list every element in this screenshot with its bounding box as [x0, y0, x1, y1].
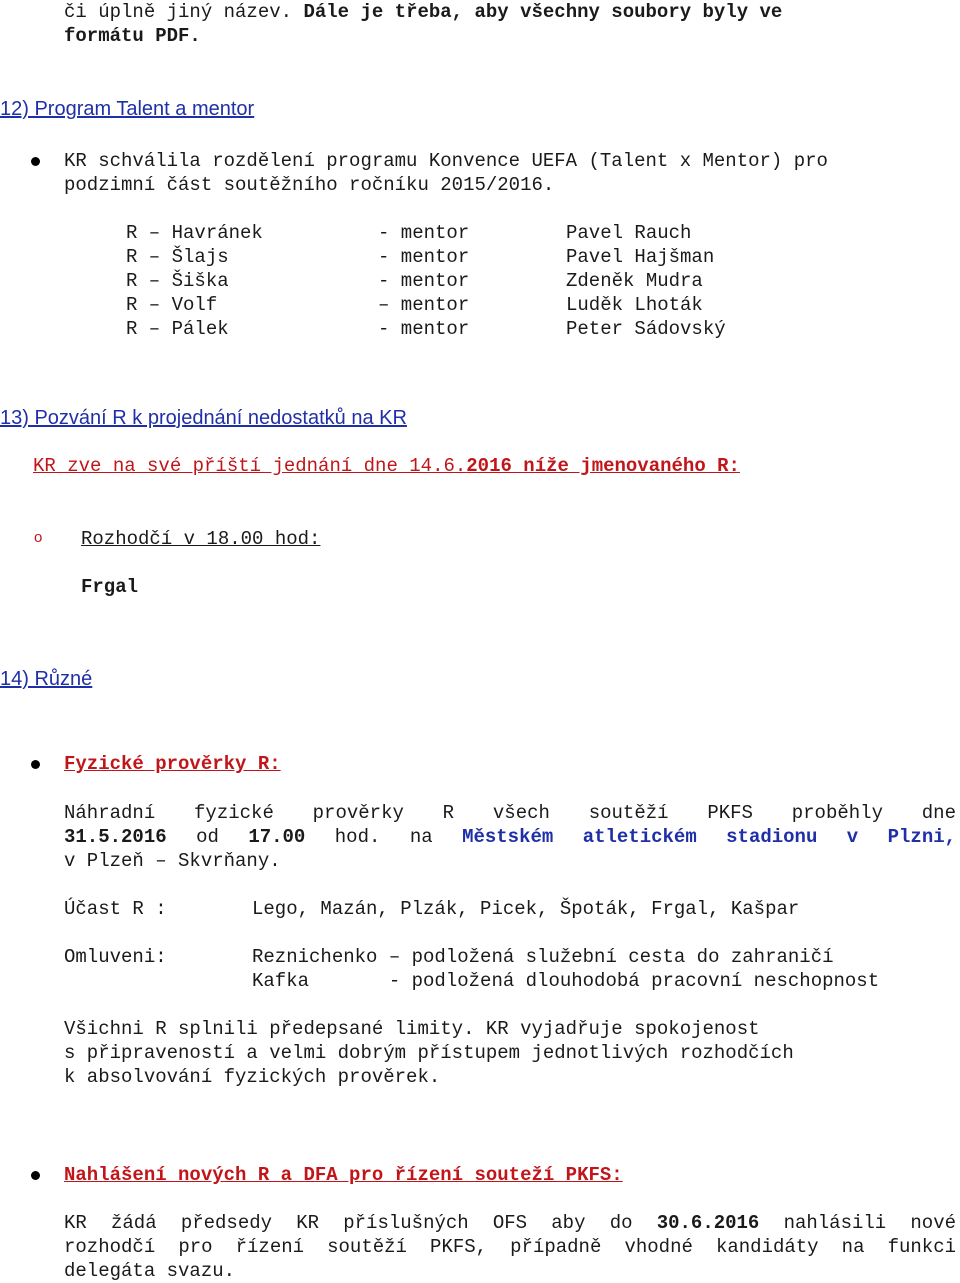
vsichni-line-1: Všichni R splnili předepsané limity. KR vyjadřuje spokojenost	[64, 1018, 760, 1040]
fyz-hod: hod.	[334, 826, 381, 848]
mentor-row-mentor: Peter Sádovský	[566, 318, 726, 340]
ucast-value: Lego, Mazán, Plzák, Picek, Špoták, Frgal, Kašpar	[252, 898, 800, 920]
ucast-label: Účast R :	[64, 898, 167, 920]
invite-sub-b: 00 hod:	[240, 528, 321, 550]
mentor-row-referee: R – Havránek	[126, 222, 263, 244]
fyz-place: Městském atletickém stadionu v Plzni,	[462, 826, 957, 848]
nahl-line-3: delegáta svazu.	[64, 1260, 236, 1282]
invite-line	[33, 454, 740, 478]
omluveni-item-1: Reznichenko – podložená služební cesta do zahraničí	[252, 946, 834, 968]
nahl-text-a: KR žádá předsedy KR příslušných OFS aby do	[64, 1212, 633, 1234]
mentor-row-referee: R – Šlajs	[126, 246, 229, 268]
vsichni-line-2: s připraveností a velmi dobrým přístupem jednotlivých rozhodčích	[64, 1042, 794, 1064]
bullet-icon	[31, 760, 40, 769]
omluveni-label: Omluveni:	[64, 946, 167, 968]
fyz-date: 31.5.2016	[64, 826, 167, 848]
mentor-row-referee: R – Pálek	[126, 318, 229, 340]
section-13-heading: 13) Pozvání R k projednání nedostatků na KR	[0, 407, 407, 429]
mentor-row-mentor: Zdeněk Mudra	[566, 270, 703, 292]
bullet-icon	[31, 157, 40, 166]
section-12-heading: 12) Program Talent a mentor	[0, 98, 255, 120]
nahl-line-2: rozhodčí pro řízení soutěží PKFS, případně vhodné kandidáty na funkci	[64, 1236, 956, 1258]
nahlaseni-title: Nahlášení nových R a DFA pro řízení souteží PKFS:	[64, 1164, 623, 1186]
invite-text-b: 2016 níže jmenovaného R:	[466, 455, 740, 477]
top-text-b: Dále je třeba, aby všechny soubory byly ve	[303, 1, 783, 23]
mentor-row-role: - mentor	[378, 246, 470, 268]
invite-sub-line	[81, 527, 320, 551]
top-line-2: formátu PDF.	[64, 25, 201, 47]
fyz-line-1: Náhradní fyzické prověrky R všech soutěží PKFS proběhly dne	[64, 802, 956, 824]
mentor-row-role: - mentor	[378, 222, 470, 244]
circle-bullet-icon: o	[34, 529, 43, 546]
mentor-row-mentor: Luděk Lhoták	[566, 294, 703, 316]
nahl-line-1	[64, 1211, 956, 1235]
fyz-line-3: v Plzeň – Skvrňany.	[64, 850, 281, 872]
mentor-row-mentor: Pavel Hajšman	[566, 246, 715, 268]
mentor-row-role: - mentor	[378, 270, 470, 292]
vsichni-line-3: k absolvování fyzických prověrek.	[64, 1066, 441, 1088]
mentor-row-mentor: Pavel Rauch	[566, 222, 692, 244]
mentor-row-referee: R – Volf	[126, 294, 218, 316]
mentor-row-referee: R – Šiška	[126, 270, 229, 292]
invited-referee-name: Frgal	[81, 576, 139, 598]
fyz-od: od	[196, 826, 219, 848]
fyzicke-proverky-title: Fyzické prověrky R:	[64, 753, 281, 775]
s12-text-line-2: podzimní část soutěžního ročníku 2015/2016.	[64, 174, 555, 196]
omluveni-item-2: Kafka - podložená dlouhodobá pracovní neschopnost	[252, 970, 880, 992]
bullet-icon	[31, 1171, 40, 1180]
invite-sub-a: Rozhodčí v 18.	[81, 528, 241, 550]
top-text-a: či úplně jiný název.	[64, 1, 293, 23]
fyz-line-2	[64, 825, 956, 849]
top-line-1	[64, 0, 782, 24]
nahl-date: 30.6.2016	[656, 1212, 760, 1234]
section-14-heading: 14) Různé	[0, 668, 93, 690]
fyz-time: 17.00	[248, 826, 306, 848]
nahl-text-b: nahlásili nové	[783, 1212, 956, 1234]
mentor-row-role: – mentor	[378, 294, 470, 316]
mentor-row-role: - mentor	[378, 318, 470, 340]
fyz-na: na	[409, 826, 433, 848]
invite-text-a: KR zve na své příští jednání dne 14.6.	[33, 455, 467, 477]
s12-text-line-1: KR schválila rozdělení programu Konvence UEFA (Talent x Mentor) pro	[64, 150, 828, 172]
